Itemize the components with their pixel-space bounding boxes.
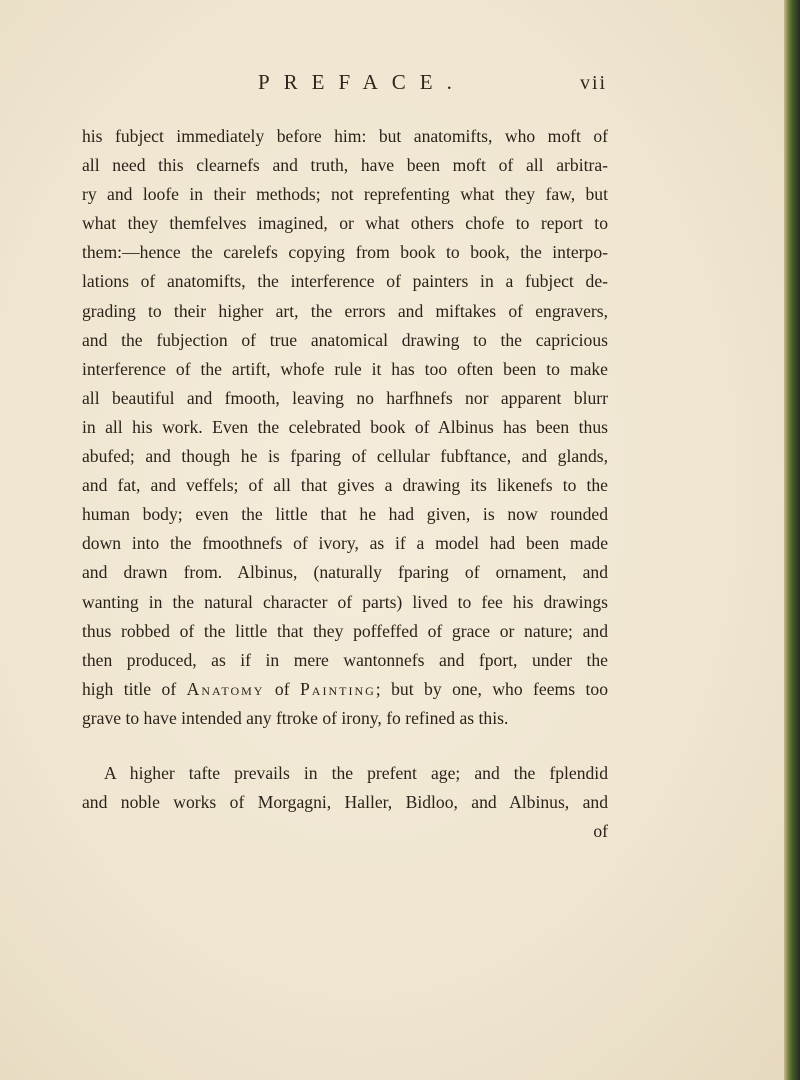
text-line: and noble works of Morgagni, Haller, Bidloo, and Albinus, and bbox=[82, 792, 608, 813]
text-line: his fubject immediately before him: but anatomifts, who moft of bbox=[82, 126, 608, 146]
text-line: in all his work. Even the celebrated book of Albinus has been thus bbox=[82, 416, 608, 437]
text-line: and drawn from. Albinus, (naturally fparing of ornament, and bbox=[82, 562, 608, 583]
text-line: grading to their higher art, the errors and miftakes of engravers, bbox=[82, 300, 608, 321]
text-line: ry and loofe in their methods; not reprefenting what they faw, but bbox=[82, 184, 608, 205]
text-line: human body; even the little that he had given, is now rounded bbox=[82, 504, 608, 525]
running-header bbox=[0, 70, 800, 110]
text-line: thus robbed of the little that they poffeffed of grace or nature; and bbox=[82, 620, 608, 641]
text-line: all beautiful and fmooth, leaving no harfhnefs nor apparent blurr bbox=[82, 387, 608, 408]
paragraph-gap bbox=[82, 733, 608, 759]
text-segment: of bbox=[264, 678, 300, 699]
text-line: what they themfelves imagined, or what others chofe to report to bbox=[82, 213, 608, 234]
binding-edge bbox=[784, 0, 800, 1080]
page-number: vii bbox=[580, 72, 608, 94]
catchword-row bbox=[82, 817, 608, 846]
small-caps-painting: Painting bbox=[300, 678, 376, 699]
text-line: wanting in the natural character of parts) lived to fee his drawings bbox=[82, 591, 608, 612]
text-line: down into the fmoothnefs of ivory, as if a model had been made bbox=[82, 533, 608, 554]
text-line: all need this clearnefs and truth, have been moft of all arbitra- bbox=[82, 155, 608, 176]
paragraph-1 bbox=[82, 122, 608, 733]
text-line: interference of the artift, whofe rule it has too often been to make bbox=[82, 358, 608, 379]
catchword: of bbox=[593, 821, 608, 842]
text-line-with-small-caps bbox=[82, 675, 608, 704]
text-line: and fat, and veffels; of all that gives a drawing its likenefs to the bbox=[82, 475, 608, 496]
paragraph-2 bbox=[82, 759, 608, 817]
text-line: abufed; and though he is fparing of cellular fubftance, and glands, bbox=[82, 446, 608, 467]
text-line: then produced, as if in mere wantonnefs and fport, under the bbox=[82, 649, 608, 670]
body-text bbox=[82, 122, 608, 846]
text-line: grave to have intended any ftroke of irony, fo refined as this. bbox=[82, 707, 509, 728]
text-segment: high title of bbox=[82, 678, 187, 699]
running-title: PREFACE. bbox=[258, 70, 466, 94]
text-line: A higher tafte prevails in the prefent age; and the fplendid bbox=[104, 762, 608, 783]
text-line: lations of anatomifts, the interference of painters in a fubject de- bbox=[82, 271, 608, 292]
text-segment: ; but by one, who feems too bbox=[375, 678, 608, 699]
text-line: them:—hence the carelefs copying from book to book, the interpo- bbox=[82, 242, 608, 263]
small-caps-anatomy: Anatomy bbox=[186, 678, 265, 699]
text-line: and the fubjection of true anatomical drawing to the capricious bbox=[82, 329, 608, 350]
